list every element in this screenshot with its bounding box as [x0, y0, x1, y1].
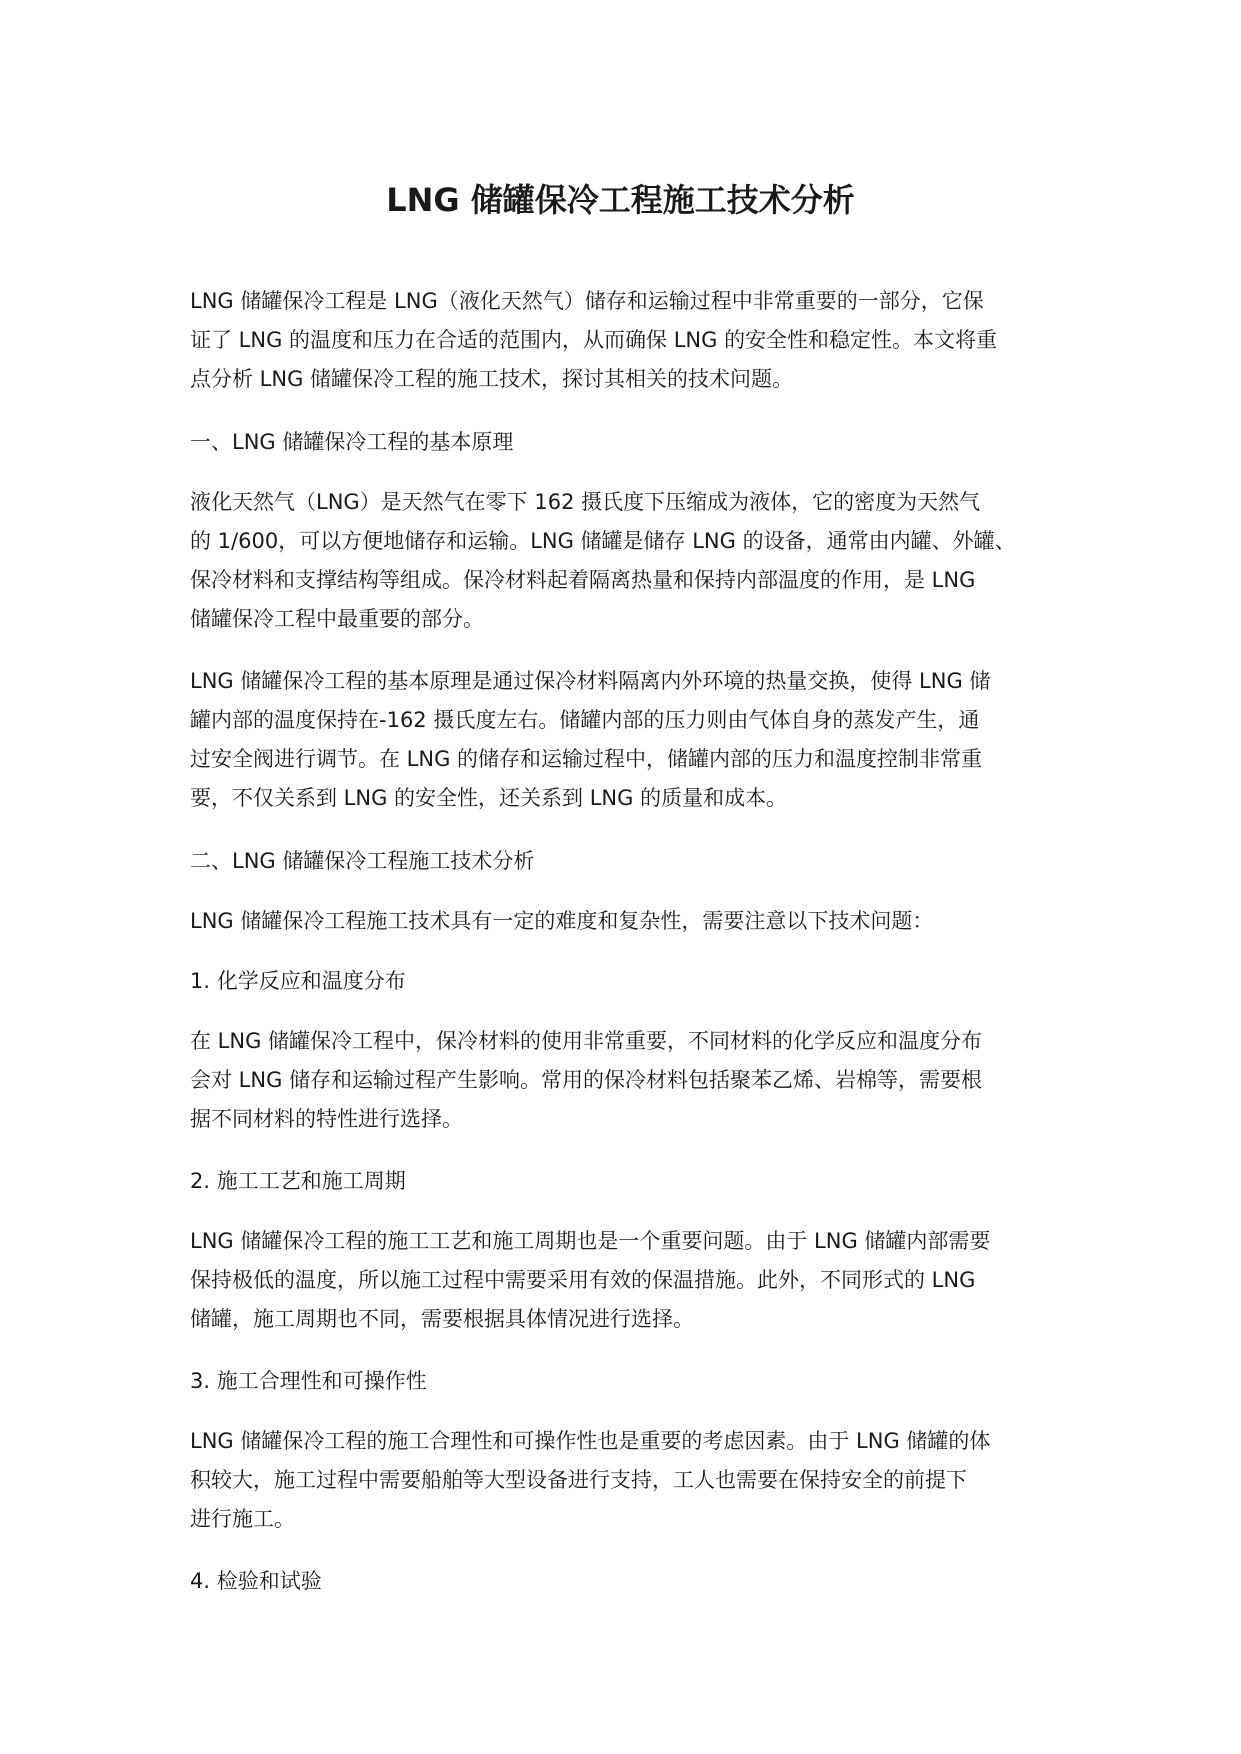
text-line: 积较大，施工过程中需要船舶等大型设备进行支持，工人也需要在保持安全的前提下 — [190, 1468, 967, 1492]
paragraph-process-cycle — [190, 1222, 1070, 1339]
section-heading-1 — [190, 423, 1070, 462]
text-line: 进行施工。 — [190, 1507, 295, 1531]
text-line: LNG 储罐保冷工程的基本原理是通过保冷材料隔离内外环境的热量交换，使得 LNG 储 — [190, 669, 991, 693]
heading-text: 3. 施工合理性和可操作性 — [190, 1369, 427, 1393]
text-line: 在 LNG 储罐保冷工程中，保冷材料的使用非常重要，不同材料的化学反应和温度分布 — [190, 1029, 983, 1053]
text-line: 点分析 LNG 储罐保冷工程的施工技术，探讨其相关的技术问题。 — [190, 367, 794, 391]
text-line: 会对 LNG 储存和运输过程产生影响。常用的保冷材料包括聚苯乙烯、岩棉等，需要根 — [190, 1068, 983, 1092]
text-line: LNG 储罐保冷工程的施工合理性和可操作性也是重要的考虑因素。由于 LNG 储罐的体 — [190, 1429, 991, 1453]
subheading-3 — [190, 1362, 1070, 1401]
text-line: 罐内部的温度保持在-162 摄氏度左右。储罐内部的压力则由气体自身的蒸发产生，通 — [190, 708, 980, 732]
text-line: LNG 储罐保冷工程的施工工艺和施工周期也是一个重要问题。由于 LNG 储罐内部需要 — [190, 1229, 991, 1253]
document-title: LNG 储罐保冷工程施工技术分析 — [386, 181, 855, 219]
paragraph-intro — [190, 282, 1070, 399]
text-line: 的 1/600，可以方便地储存和运输。LNG 储罐是储存 LNG 的设备，通常由内罐、外罐、 — [190, 529, 1016, 553]
text-line: LNG 储罐保冷工程施工技术具有一定的难度和复杂性，需要注意以下技术问题： — [190, 909, 934, 933]
heading-text: 2. 施工工艺和施工周期 — [190, 1169, 406, 1193]
text-line: 液化天然气（LNG）是天然气在零下 162 摄氏度下压缩成为液体，它的密度为天然气 — [190, 490, 981, 514]
paragraph-basic-principle — [190, 662, 1070, 818]
text-line: 证了 LNG 的温度和压力在合适的范围内，从而确保 LNG 的安全性和稳定性。本文将重 — [190, 328, 998, 352]
subheading-4 — [190, 1562, 1070, 1601]
heading-text: 4. 检验和试验 — [190, 1569, 322, 1593]
paragraph-lng-definition — [190, 483, 1070, 639]
heading-text: 1. 化学反应和温度分布 — [190, 969, 406, 993]
section-heading-2 — [190, 842, 1070, 881]
paragraph-operability — [190, 1422, 1070, 1539]
heading-text: 二、LNG 储罐保冷工程施工技术分析 — [190, 849, 535, 873]
subheading-1 — [190, 962, 1070, 1001]
text-line: 据不同材料的特性进行选择。 — [190, 1107, 463, 1131]
text-line: LNG 储罐保冷工程是 LNG（液化天然气）储存和运输过程中非常重要的一部分，它保 — [190, 289, 984, 313]
text-line: 保冷材料和支撑结构等组成。保冷材料起着隔离热量和保持内部温度的作用，是 LNG — [190, 568, 976, 592]
paragraph-technical-issues — [190, 902, 1070, 941]
text-line: 保持极低的温度，所以施工过程中需要采用有效的保温措施。此外，不同形式的 LNG — [190, 1268, 976, 1292]
text-line: 储罐保冷工程中最重要的部分。 — [190, 607, 484, 631]
subheading-2 — [190, 1162, 1070, 1201]
text-line: 储罐，施工周期也不同，需要根据具体情况进行选择。 — [190, 1307, 694, 1331]
text-line: 过安全阀进行调节。在 LNG 的储存和运输过程中，储罐内部的压力和温度控制非常重 — [190, 747, 983, 771]
paragraph-materials — [190, 1022, 1070, 1139]
text-line: 要，不仅关系到 LNG 的安全性，还关系到 LNG 的质量和成本。 — [190, 786, 788, 810]
heading-text: 一、LNG 储罐保冷工程的基本原理 — [190, 430, 514, 454]
